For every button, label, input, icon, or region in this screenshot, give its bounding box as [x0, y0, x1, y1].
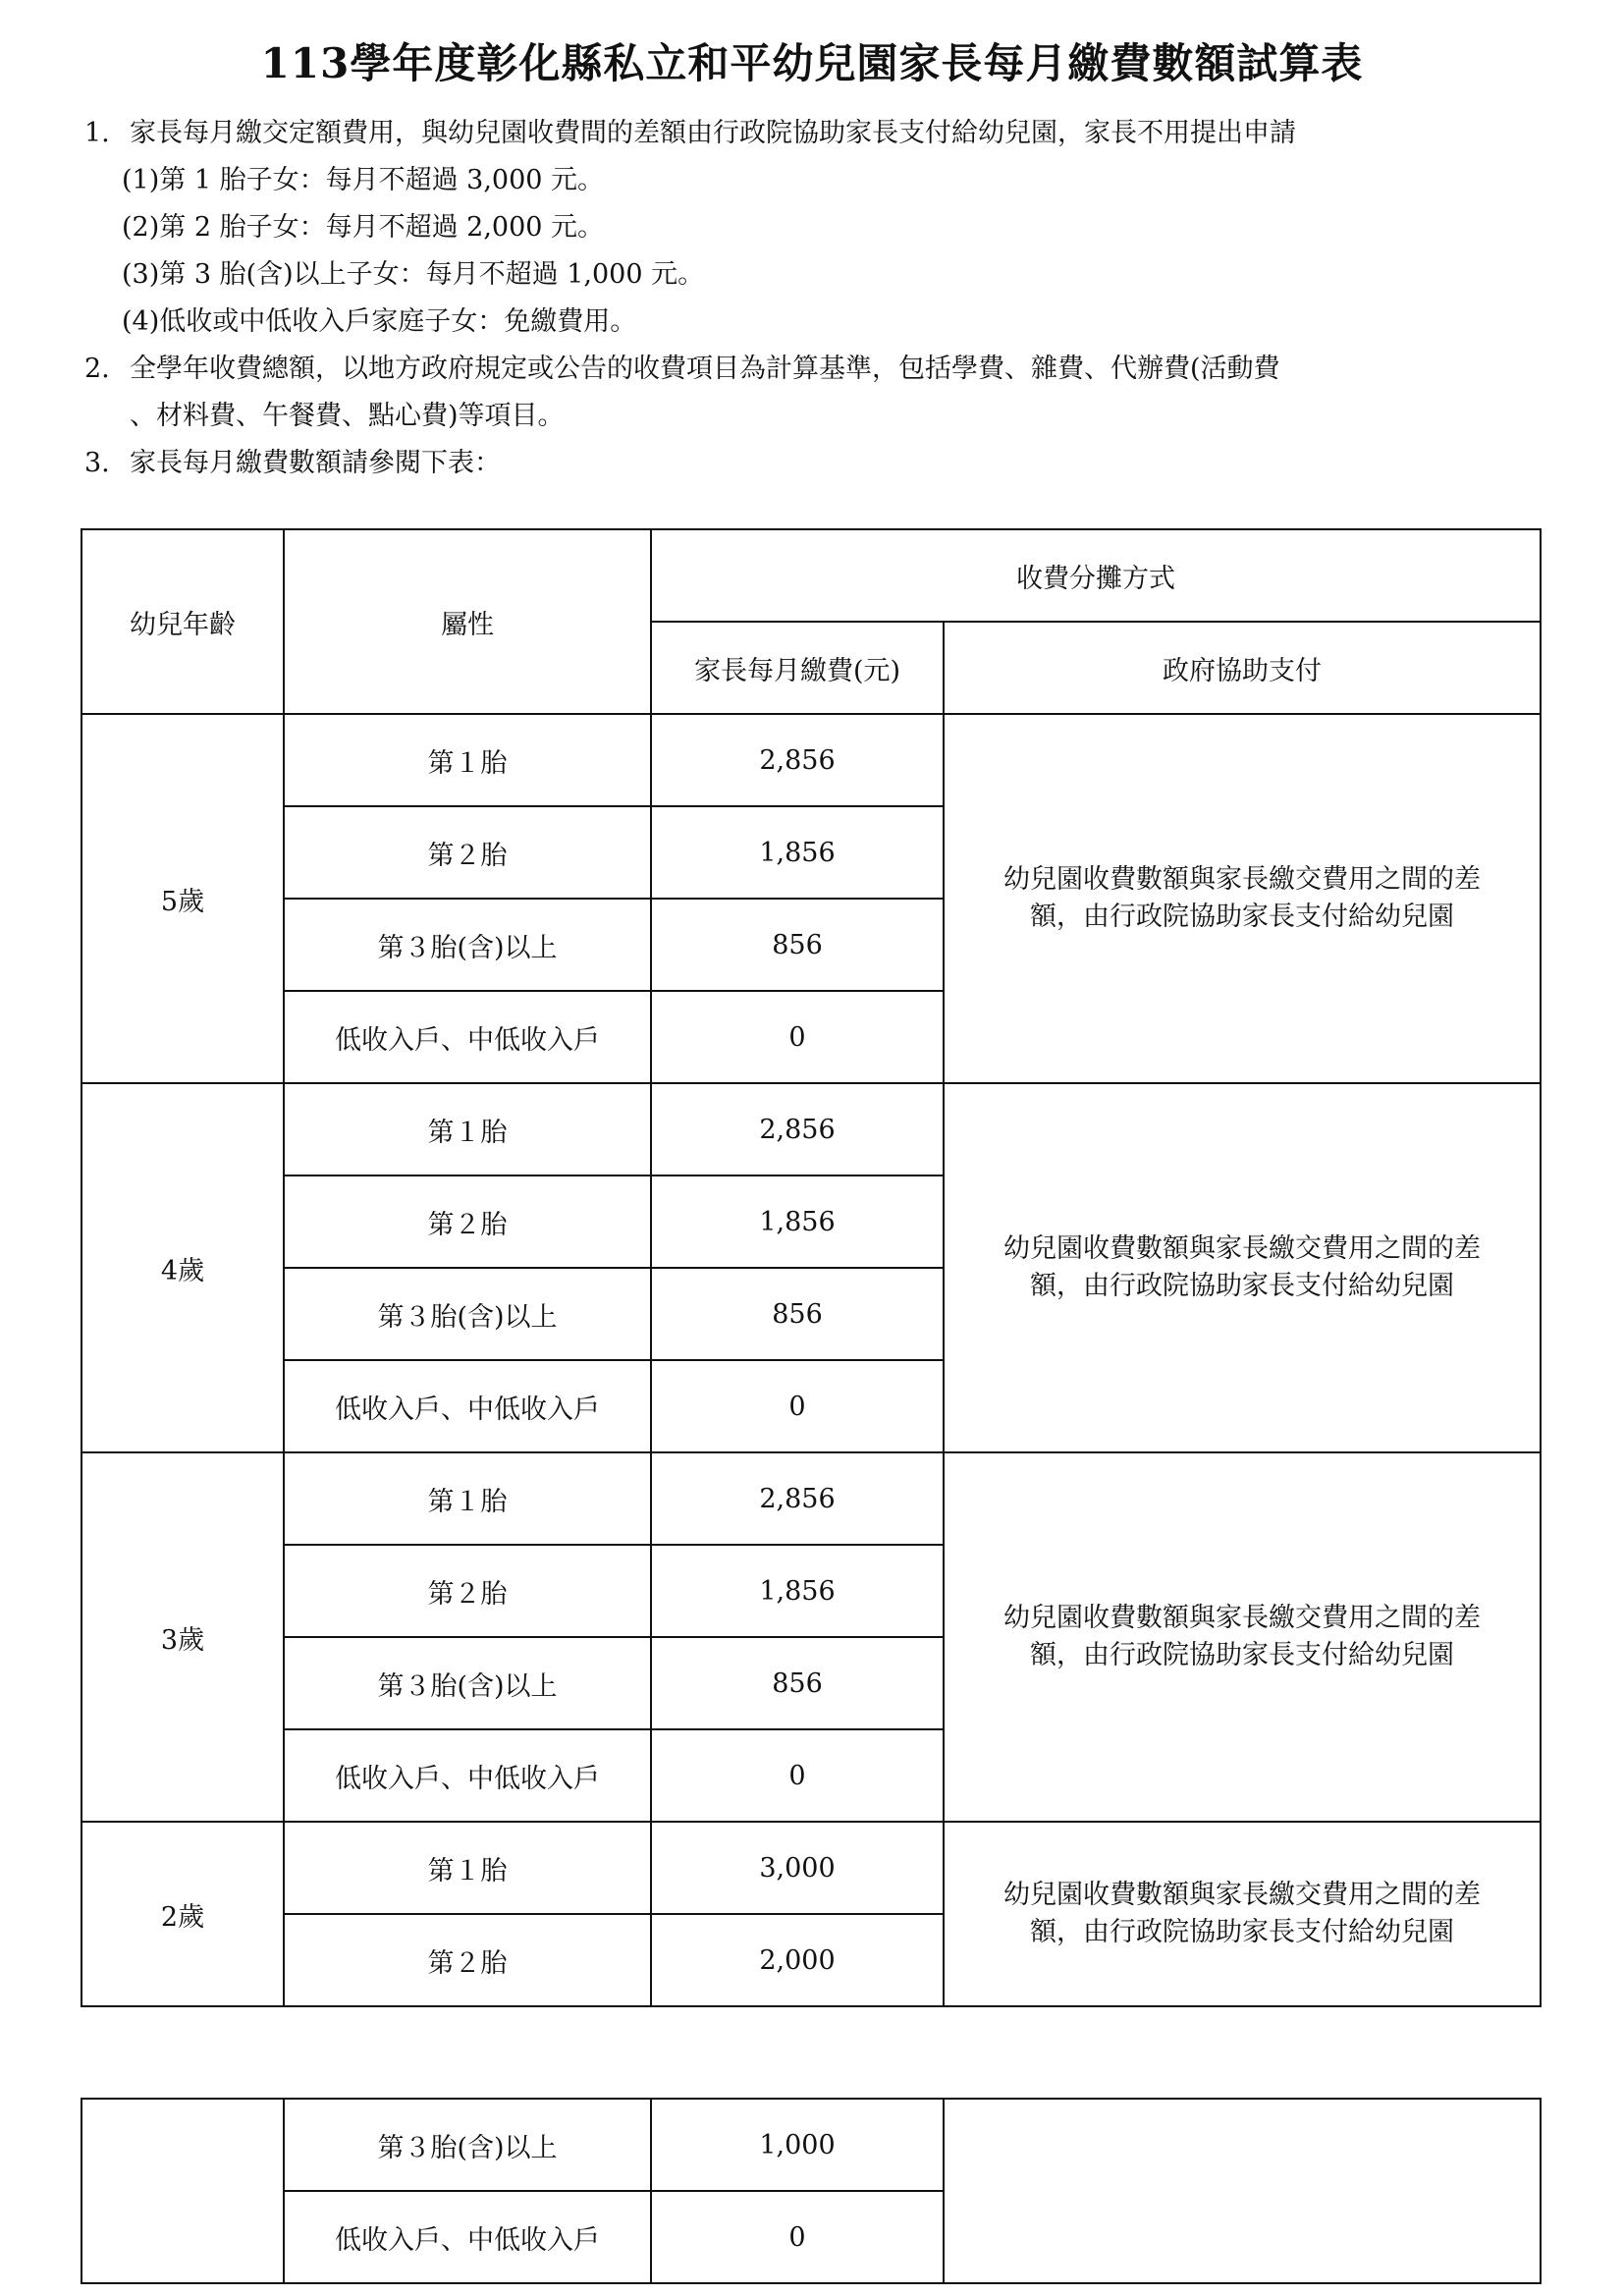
fee-cell: 1,856: [651, 1175, 944, 1268]
fee-cell: 2,856: [651, 1452, 944, 1545]
note-item: (1)第 1 胎子女：每月不超過 3,000 元。: [122, 165, 605, 195]
age-cell: [81, 2099, 284, 2283]
age-cell: 2歲: [81, 1822, 284, 2006]
attribute-cell: 第２胎: [284, 1545, 651, 1637]
fee-cell: 856: [651, 1268, 944, 1360]
attribute-cell: 第１胎: [284, 1822, 651, 1914]
fee-cell: 1,856: [651, 1545, 944, 1637]
age-cell: 4歲: [81, 1083, 284, 1452]
fee-cell: 0: [651, 1360, 944, 1452]
attribute-cell: 第１胎: [284, 1083, 651, 1175]
header-row: [81, 529, 1541, 622]
notes-list: [84, 110, 1557, 487]
note-item: 3. 家長每月繳費數額請參閱下表：: [84, 448, 501, 478]
attribute-cell: 第２胎: [284, 1175, 651, 1268]
age-cell: 3歲: [81, 1452, 284, 1822]
attribute-cell: 第１胎: [284, 714, 651, 806]
attribute-cell: 第３胎(含)以上: [284, 1268, 651, 1360]
gov-cell: [944, 2099, 1541, 2283]
gov-cell: 幼兒園收費數額與家長繳交費用之間的差 額，由行政院協助家長支付給幼兒園: [944, 1083, 1541, 1452]
gov-cell: 幼兒園收費數額與家長繳交費用之間的差 額，由行政院協助家長支付給幼兒園: [944, 1452, 1541, 1822]
page-break-gap: [81, 2006, 1541, 2099]
table-row: [81, 714, 1541, 806]
header-age: 幼兒年齡: [81, 529, 284, 714]
age-cell: 5歲: [81, 714, 284, 1083]
note-item: 2. 全學年收費總額，以地方政府規定或公告的收費項目為計算基準，包括學費、雜費、代辦費(活動費: [84, 354, 1280, 384]
fee-cell: 3,000: [651, 1822, 944, 1914]
header-gov-pay: 政府協助支付: [944, 622, 1541, 714]
fee-cell: 1,000: [651, 2099, 944, 2191]
header-attribute: 屬性: [284, 529, 651, 714]
header-split: 收費分攤方式: [651, 529, 1541, 622]
table-row: [81, 1822, 1541, 1914]
fee-cell: 2,856: [651, 714, 944, 806]
gov-cell: 幼兒園收費數額與家長繳交費用之間的差 額，由行政院協助家長支付給幼兒園: [944, 714, 1541, 1083]
attribute-cell: 第２胎: [284, 1914, 651, 2006]
attribute-cell: 低收入戶、中低收入戶: [284, 991, 651, 1083]
attribute-cell: 低收入戶、中低收入戶: [284, 1360, 651, 1452]
fee-cell: 0: [651, 2191, 944, 2283]
fee-cell: 0: [651, 1729, 944, 1822]
fee-cell: 0: [651, 991, 944, 1083]
note-item: 1. 家長每月繳交定額費用，與幼兒園收費間的差額由行政院協助家長支付給幼兒園，家長不用提出申請: [84, 118, 1296, 148]
note-item: (3)第 3 胎(含)以上子女：每月不超過 1,000 元。: [122, 259, 705, 290]
attribute-cell: 低收入戶、中低收入戶: [284, 2191, 651, 2283]
fee-cell: 2,000: [651, 1914, 944, 2006]
table-row: [81, 1452, 1541, 1545]
table-row: [81, 2099, 1541, 2191]
fee-cell: 2,856: [651, 1083, 944, 1175]
fee-cell: 856: [651, 1637, 944, 1729]
fee-table: [81, 528, 1542, 2284]
fee-cell: 1,856: [651, 806, 944, 899]
attribute-cell: 第１胎: [284, 1452, 651, 1545]
gov-cell: 幼兒園收費數額與家長繳交費用之間的差 額，由行政院協助家長支付給幼兒園: [944, 1822, 1541, 2006]
fee-cell: 856: [651, 899, 944, 991]
page-title: 113學年度彰化縣私立和平幼兒園家長每月繳費數額試算表: [260, 39, 1364, 87]
note-item: (2)第 2 胎子女：每月不超過 2,000 元。: [122, 212, 605, 243]
attribute-cell: 低收入戶、中低收入戶: [284, 1729, 651, 1822]
header-parent-fee: 家長每月繳費(元): [651, 622, 944, 714]
attribute-cell: 第３胎(含)以上: [284, 1637, 651, 1729]
attribute-cell: 第３胎(含)以上: [284, 2099, 651, 2191]
note-item: (4)低收或中低收入戶家庭子女：免繳費用。: [122, 306, 637, 337]
table-row: [81, 1083, 1541, 1175]
note-item: 、材料費、午餐費、點心費)等項目。: [130, 401, 565, 431]
attribute-cell: 第３胎(含)以上: [284, 899, 651, 991]
attribute-cell: 第２胎: [284, 806, 651, 899]
